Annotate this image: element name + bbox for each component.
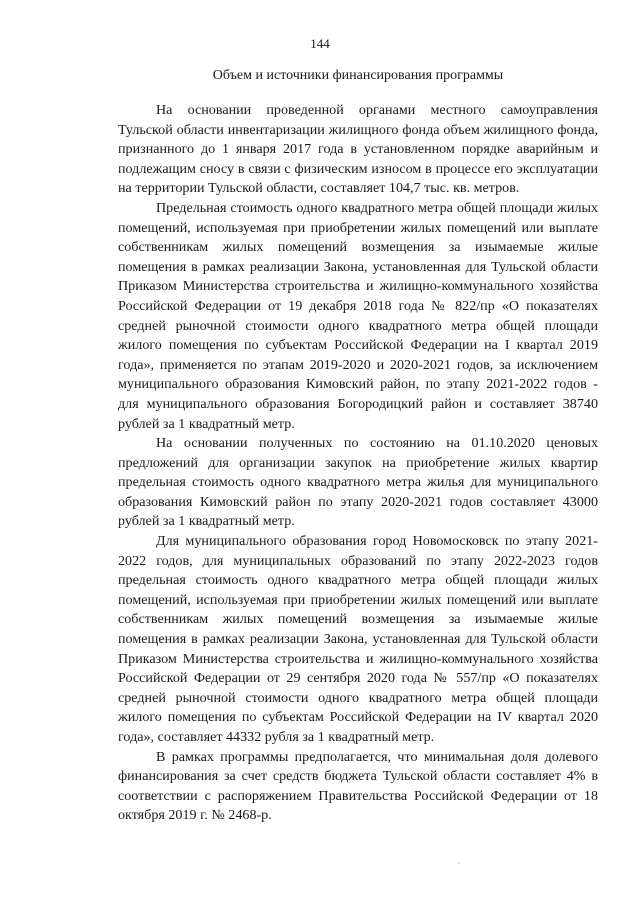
- section-title: Объем и источники финансирования программы: [212, 68, 504, 83]
- paragraph-cofinancing-share: В рамках программы предполагается, что минимальная доля долевого финансирования за счет средств бюджета Тульской области составляет 4% в соответствии с распоряжением Правительства Российской Федерации от 18 октября 2019 г. № 2468-р.: [118, 748, 598, 824]
- document-body: [118, 101, 598, 826]
- scan-speck: [458, 862, 460, 864]
- paragraph-housing-inventory: На основании проведенной органами местного самоуправления Тульской области инвентаризации жилищного фонда объем жилищного фонда, признанного до 1 января 2017 года в установленном порядке аварийным и подлежащим сносу в связи с физическим износом в процессе его эксплуатации на территории Тульской области, составляет 104,7 тыс. кв. метров.: [118, 102, 598, 197]
- page-number: 144: [310, 36, 330, 51]
- paragraph-kimovsky-price: На основании полученных по состоянию на 01.10.2020 ценовых предложений для организации закупок на приобретение жилых квартир предельная стоимость одного квадратного метра жилья для муниципального образования Кимовский район по этапу 2020-2021 годов составляет 43000 рублей за 1 квадратный метр.: [118, 435, 598, 530]
- paragraph-novomoskovsk-price: Для муниципального образования город Новомосковск по этапу 2021-2022 годов, для муниципальных образований по этапу 2022-2023 годов предельная стоимость одного квадратного метра общей площади жилых помещений, используемая при приобретении жилых помещений или выплате собственникам жилых помещений возмещения за изымаемые жилые помещения в рамках реализации Закона, установленная для Тульской области Приказом Министерства строительства и жилищно-коммунального хозяйства Российской Федерации от 29 сентября 2020 года № 557/пр «О показателях средней рыночной стоимости одного квадратного метра общей площади жилого помещения по субъектам Российской Федерации на IV квартал 2020 года», составляет 44332 рубля за 1 квадратный метр.: [118, 533, 598, 745]
- paragraph-max-cost-2019: Предельная стоимость одного квадратного метра общей площади жилых помещений, используемая при приобретении жилых помещений или выплате собственникам жилых помещений возмещения за изымаемые жилые помещения в рамках реализации Закона, установленная для Тульской области Приказом Министерства строительства и жилищно-коммунального хозяйства Российской Федерации от 19 декабря 2018 года № 822/пр «О показателях средней рыночной стоимости одного квадратного метра общей площади жилого помещения по субъектам Российской Федерации на I квартал 2019 года», применяется по этапам 2019-2020 и 2020-2021 годов, за исключением муниципального образования Кимовский район, по этапу 2021-2022 годов - для муниципального образования Богородицкий район и составляет 38740 рублей за 1 квадратный метр.: [118, 199, 598, 432]
